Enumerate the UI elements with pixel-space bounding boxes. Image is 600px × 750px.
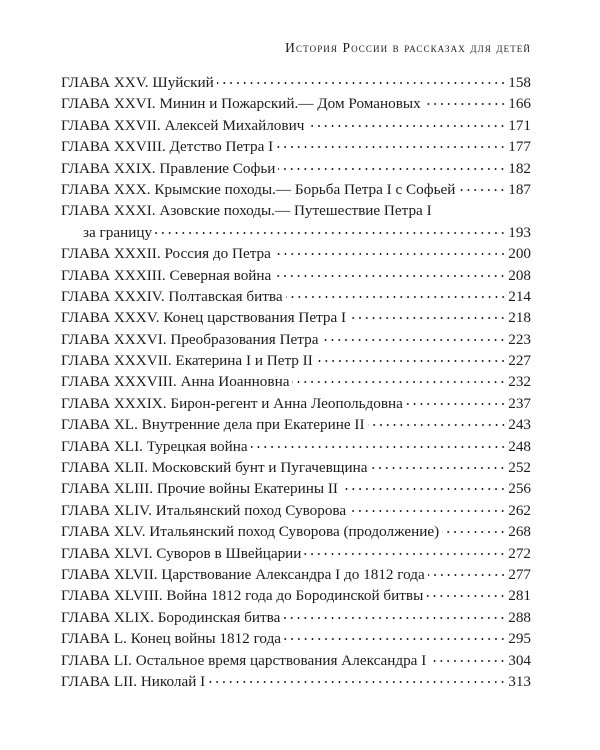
toc-entry-title: ГЛАВА XXXI. Азовские походы.— Путешествие Петра I	[61, 202, 432, 220]
toc-entry[interactable]	[61, 457, 531, 478]
toc-entry[interactable]	[61, 93, 531, 114]
toc-entry-continuation[interactable]	[61, 222, 531, 243]
dot-leader	[426, 595, 506, 597]
toc-entry-page-number: 232	[508, 373, 531, 391]
toc-entry-title: ГЛАВА XXXV. Конец царствования Петра I	[61, 309, 347, 327]
toc-entry[interactable]	[61, 564, 531, 585]
toc-entry-title: ГЛАВА XLII. Московский бунт и Пугачевщина	[61, 459, 368, 477]
toc-entry-page-number: 281	[508, 587, 531, 605]
toc-entry-title: ГЛАВА XLIII. Прочие войны Екатерины II	[61, 480, 338, 498]
toc-entry[interactable]	[61, 265, 531, 286]
toc-entry-page-number: 272	[508, 544, 531, 562]
toc-entry-page-number: 177	[508, 138, 531, 156]
dot-leader	[349, 510, 506, 512]
toc-entry[interactable]	[61, 500, 531, 521]
toc-entry-title: ГЛАВА XXV. Шуйский	[61, 74, 214, 91]
toc-entry[interactable]	[61, 371, 531, 392]
toc-entry-page-number: 193	[508, 223, 531, 241]
toc-entry-page-number: 248	[508, 437, 531, 455]
toc-entry-title: ГЛАВА XLVIII. Война 1812 года до Бородинской битвы	[61, 587, 424, 605]
dot-leader	[321, 339, 506, 341]
toc-entry[interactable]	[61, 607, 531, 628]
toc-entry[interactable]	[61, 243, 531, 264]
toc-entry-page-number: 268	[508, 523, 531, 541]
dot-leader	[283, 617, 506, 619]
dot-leader	[424, 103, 507, 105]
toc-entry[interactable]	[61, 393, 531, 414]
toc-entry-title: ГЛАВА XL. Внутренние дела при Екатерине II	[61, 416, 365, 434]
dot-leader	[286, 296, 507, 298]
dot-leader	[349, 317, 506, 319]
dot-leader	[307, 125, 506, 127]
toc-entry-page-number: 171	[508, 116, 531, 134]
toc-entry[interactable]	[61, 521, 531, 542]
dot-leader	[217, 82, 506, 84]
toc-entry-title: ГЛАВА L. Конец войны 1812 года	[61, 630, 282, 648]
toc-entry[interactable]	[61, 115, 531, 136]
dot-leader	[406, 403, 506, 405]
toc-entry-page-number: 223	[508, 330, 531, 348]
dot-leader	[442, 531, 506, 533]
toc-entry-page-number: 243	[508, 416, 531, 434]
toc-entry-page-number: 208	[508, 266, 531, 284]
dot-leader	[368, 424, 507, 426]
toc-entry-title: ГЛАВА XLIX. Бородинская битва	[61, 608, 281, 626]
toc-entry-title: ГЛАВА XXVII. Алексей Михайлович	[61, 116, 305, 134]
toc-entry-page-number: 237	[508, 394, 531, 412]
toc-entry-title: ГЛАВА XXIX. Правление Софьи	[61, 159, 276, 177]
toc-entry-title: ГЛАВА XXVIII. Детство Петра I	[61, 138, 274, 156]
table-of-contents	[61, 72, 531, 692]
toc-entry-page-number: 256	[508, 480, 531, 498]
toc-entry[interactable]	[61, 671, 531, 692]
toc-entry-title: ГЛАВА XLI. Турецкая война	[61, 437, 248, 455]
toc-entry[interactable]	[61, 72, 531, 93]
dot-leader	[208, 681, 506, 683]
toc-entry[interactable]	[61, 307, 531, 328]
toc-entry-page-number: 295	[508, 630, 531, 648]
toc-entry[interactable]	[61, 179, 531, 200]
toc-entry-title: ГЛАВА XXXIX. Бирон-регент и Анна Леопольдовна	[61, 394, 403, 412]
toc-entry[interactable]	[61, 543, 531, 564]
toc-entry[interactable]	[61, 414, 531, 435]
dot-leader	[276, 146, 506, 148]
dot-leader	[278, 168, 506, 170]
toc-entry-page-number: 313	[508, 672, 531, 690]
dot-leader	[274, 275, 506, 277]
toc-entry[interactable]	[61, 200, 531, 221]
toc-entry[interactable]	[61, 350, 531, 371]
dot-leader	[155, 232, 506, 234]
toc-entry[interactable]	[61, 436, 531, 457]
toc-entry-page-number: 158	[508, 74, 531, 91]
toc-entry-title: ГЛАВА XLV. Итальянский поход Суворова (продолжение)	[61, 523, 440, 541]
toc-entry-title: ГЛАВА XXXVII. Екатерина I и Петр II	[61, 352, 313, 370]
dot-leader	[274, 253, 506, 255]
dot-leader	[304, 553, 506, 555]
toc-entry-page-number: 288	[508, 608, 531, 626]
dot-leader	[316, 360, 506, 362]
dot-leader	[292, 381, 506, 383]
toc-entry-page-number: 227	[508, 352, 531, 370]
toc-entry[interactable]	[61, 286, 531, 307]
toc-entry-page-number: 252	[508, 459, 531, 477]
toc-entry-page-number: 200	[508, 245, 531, 263]
toc-entry-title: ГЛАВА XLIV. Итальянский поход Суворова	[61, 501, 347, 519]
toc-entry-title: ГЛАВА XXXIV. Полтавская битва	[61, 287, 283, 305]
toc-entry-page-number: 187	[508, 180, 531, 198]
toc-entry-page-number: 182	[508, 159, 531, 177]
running-head: История России в рассказах для детей	[285, 40, 531, 55]
toc-entry-title-continuation: за границу	[83, 223, 153, 241]
toc-entry-page-number: 166	[508, 95, 531, 113]
toc-entry-title: ГЛАВА XXXII. Россия до Петра	[61, 245, 271, 263]
toc-entry[interactable]	[61, 628, 531, 649]
toc-entry-title: ГЛАВА LII. Николай I	[61, 672, 206, 690]
toc-entry-title: ГЛАВА XXXVIII. Анна Иоанновна	[61, 373, 290, 391]
toc-entry[interactable]	[61, 136, 531, 157]
toc-entry[interactable]	[61, 158, 531, 179]
toc-entry-title: ГЛАВА XLVI. Суворов в Швейцарии	[61, 544, 302, 562]
toc-entry-page-number: 214	[508, 287, 531, 305]
dot-leader	[428, 574, 506, 576]
toc-entry-title: ГЛАВА XXX. Крымские походы.— Борьба Петра I с Софьей	[61, 180, 456, 198]
toc-entry[interactable]	[61, 650, 531, 671]
toc-entry-title: ГЛАВА XLVII. Царствование Александра I до 1812 года	[61, 565, 425, 583]
dot-leader	[429, 660, 506, 662]
dot-leader	[370, 467, 506, 469]
toc-entry-page-number: 262	[508, 501, 531, 519]
toc-entry-title: ГЛАВА LI. Остальное время царствования Александра I	[61, 651, 427, 669]
dot-leader	[341, 488, 506, 490]
toc-entry-title: ГЛАВА XXVI. Минин и Пожарский.— Дом Романовых	[61, 95, 421, 113]
toc-entry-title: ГЛАВА XXXVI. Преобразования Петра	[61, 330, 319, 348]
toc-entry-page-number: 218	[508, 309, 531, 327]
toc-entry-title: ГЛАВА XXXIII. Северная война	[61, 266, 272, 284]
toc-entry-page-number: 304	[508, 651, 531, 669]
toc-entry[interactable]	[61, 585, 531, 606]
dot-leader	[251, 446, 507, 448]
toc-entry-page-number: 277	[508, 565, 531, 583]
dot-leader	[458, 189, 506, 191]
toc-entry[interactable]	[61, 478, 531, 499]
dot-leader	[284, 638, 506, 640]
toc-entry[interactable]	[61, 329, 531, 350]
